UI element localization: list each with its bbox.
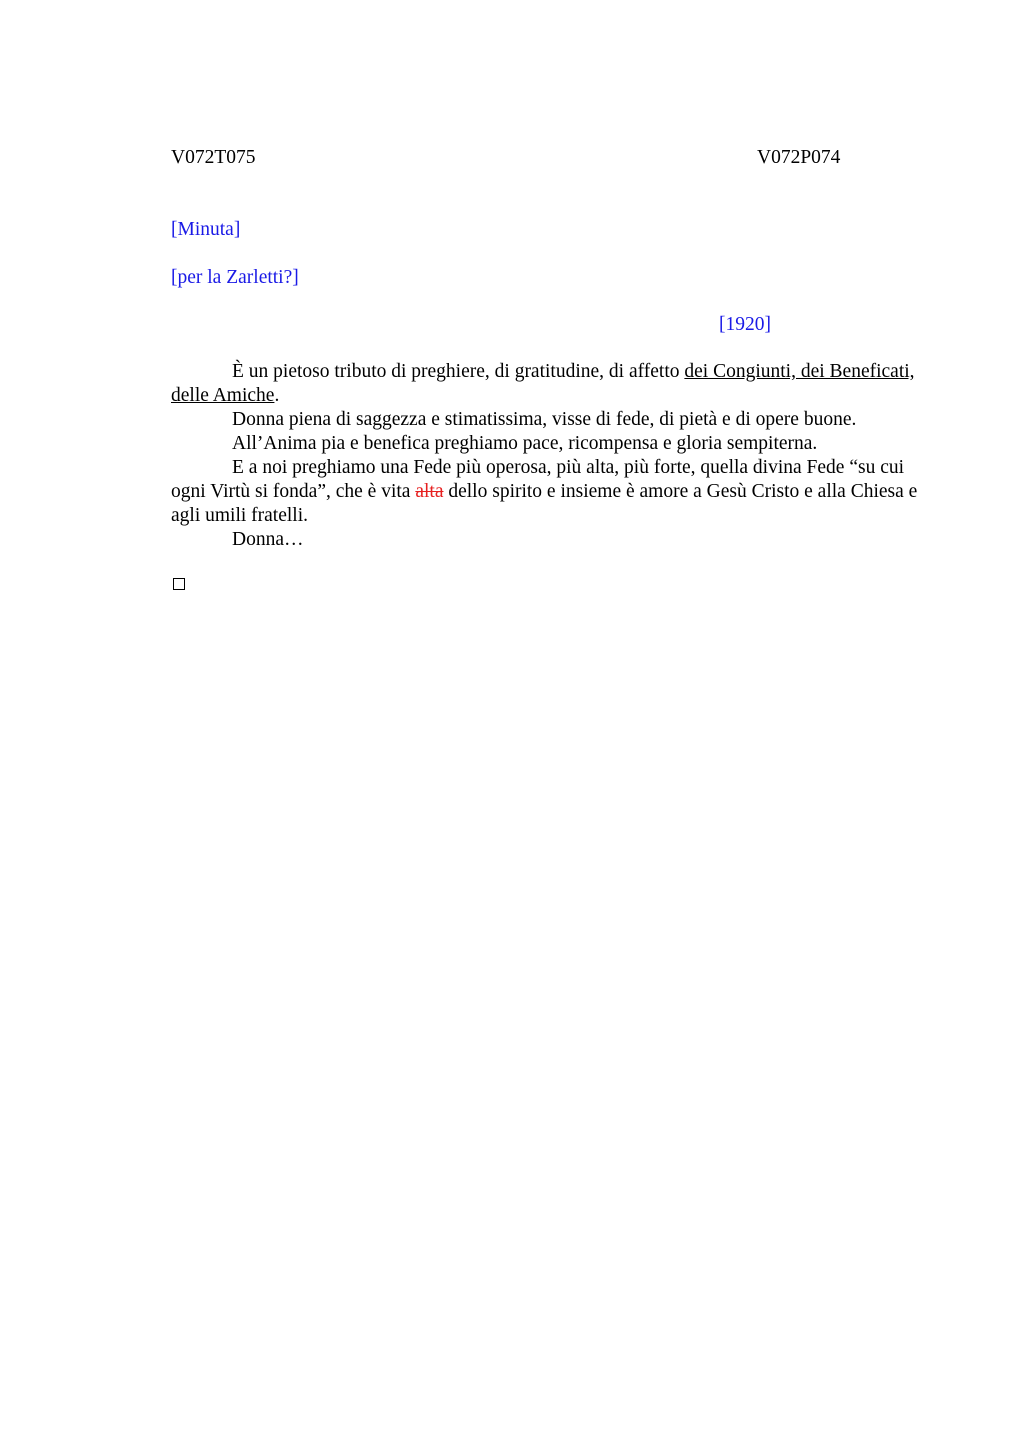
editorial-label-year: [1920] [719, 314, 771, 335]
paragraph-3: All’Anima pia e benefica preghiamo pace, ricompensa e gloria sempiterna. [232, 433, 818, 454]
paragraph-1-end: . [274, 385, 280, 406]
document-code-right: V072P074 [757, 147, 841, 168]
editorial-label-minuta: [Minuta] [171, 219, 241, 240]
empty-square-icon [173, 578, 185, 590]
paragraph-1-text: È un pietoso tributo di preghiere, di gratitudine, di affetto [232, 361, 685, 382]
underlined-phrase: dei Congiunti, dei Beneficati, delle Amiche [171, 361, 915, 406]
letter-body [171, 360, 919, 552]
paragraph-4-end: dello spirito e insieme è amore a Gesù Cristo e alla Chiesa e agli umili fratelli. [171, 481, 918, 526]
paragraph-5: Donna… [232, 529, 304, 550]
paragraph-4-text: E a noi preghiamo una Fede più operosa, più alta, più forte, quella divina Fede “su cui ogni Virtù si fonda”, che è vita [171, 457, 905, 502]
paragraph-1 [171, 360, 919, 408]
document-code-left: V072T075 [171, 147, 256, 168]
editorial-label-recipient: [per la Zarletti?] [171, 267, 299, 288]
paragraph-2: Donna piena di saggezza e stimatissima, visse di fede, di pietà e di opere buone. [232, 409, 857, 430]
paragraph-4 [171, 456, 919, 528]
deleted-word: alta [415, 481, 444, 502]
